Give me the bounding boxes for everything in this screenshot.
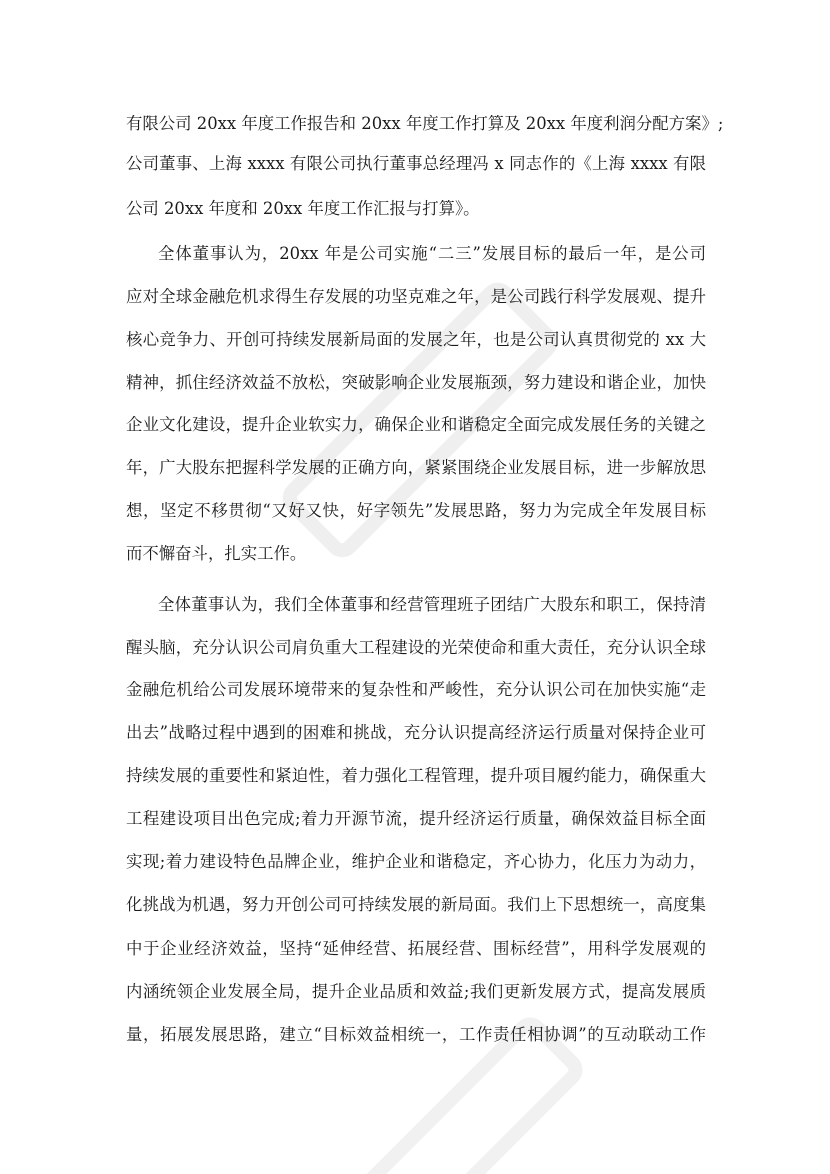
text-line-5: 应对全球金融危机求得生存发展的功坚克难之年，是公司践行科学发展观、提升 — [126, 287, 706, 306]
text-line-9: 年，广大股东把握科学发展的正确方向，紧紧围绕企业发展目标，进一步解放思 — [126, 458, 706, 477]
text-line-19: 化挑战为机遇，努力开创公司可持续发展的新局面。我们上下思想统一，高度集 — [126, 895, 706, 914]
text-line-14: 金融危机给公司发展环境带来的复杂性和严峻性，充分认识公司在加快实施“走 — [126, 680, 706, 699]
text-line-11: 而不懈奋斗，扎实工作。 — [126, 544, 307, 563]
text-line-13: 醒头脑，充分认识公司肩负重大工程建设的光荣使命和重大责任，充分认识全球 — [126, 638, 706, 657]
text-line-6: 核心竞争力、开创可持续发展新局面的发展之年，也是公司认真贯彻党的 xx 大 — [126, 330, 706, 349]
text-line-21: 内涵统领企业发展全局，提升企业品质和效益;我们更新发展方式，提高发展质 — [126, 982, 706, 1001]
text-line-15: 出去”战略过程中遇到的困难和挑战，充分认识提高经济运行质量对保持企业可 — [126, 723, 706, 742]
paragraph-3-line-1: 全体董事认为，我们全体董事和经营管理班子团结广大股东和职工，保持清 — [158, 595, 706, 614]
text-line-10: 想，坚定不移贯彻“又好又快，好字领先”发展思路，努力为完成全年发展目标 — [126, 501, 706, 520]
paragraph-2-line-1: 全体董事认为，20xx 年是公司实施“二三”发展目标的最后一年，是公司 — [158, 244, 706, 263]
text-line-22: 量，拓展发展思路，建立“目标效益相统一，工作责任相协调”的互动联动工作 — [126, 1025, 706, 1044]
text-line-3: 公司 20xx 年度和 20xx 年度工作汇报与打算》。 — [126, 199, 480, 218]
text-line-7: 精神，抓住经济效益不放松，突破影响企业发展瓶颈，努力建设和谐企业，加快 — [126, 373, 706, 392]
text-line-17: 工程建设项目出色完成;着力开源节流，提升经济运行质量，确保效益目标全面 — [126, 809, 706, 828]
text-line-18: 实现;着力建设特色品牌企业，维护企业和谐稳定，齐心协力，化压力为动力， — [126, 852, 706, 871]
text-line-1: 有限公司 20xx 年度工作报告和 20xx 年度工作打算及 20xx 年度利润分配方案》; — [126, 114, 724, 133]
text-line-16: 持续发展的重要性和紧迫性，着力强化工程管理，提升项目履约能力，确保重大 — [126, 766, 706, 785]
text-line-20: 中于企业经济效益，坚持“延伸经营、拓展经营、围标经营”，用科学发展观的 — [126, 939, 706, 958]
text-line-2: 公司董事、上海 xxxx 有限公司执行董事总经理冯 x 同志作的《上海 xxxx 有限 — [126, 154, 706, 173]
text-line-8: 企业文化建设，提升企业软实力，确保企业和谐稳定全面完成发展任务的关键之 — [126, 415, 706, 434]
